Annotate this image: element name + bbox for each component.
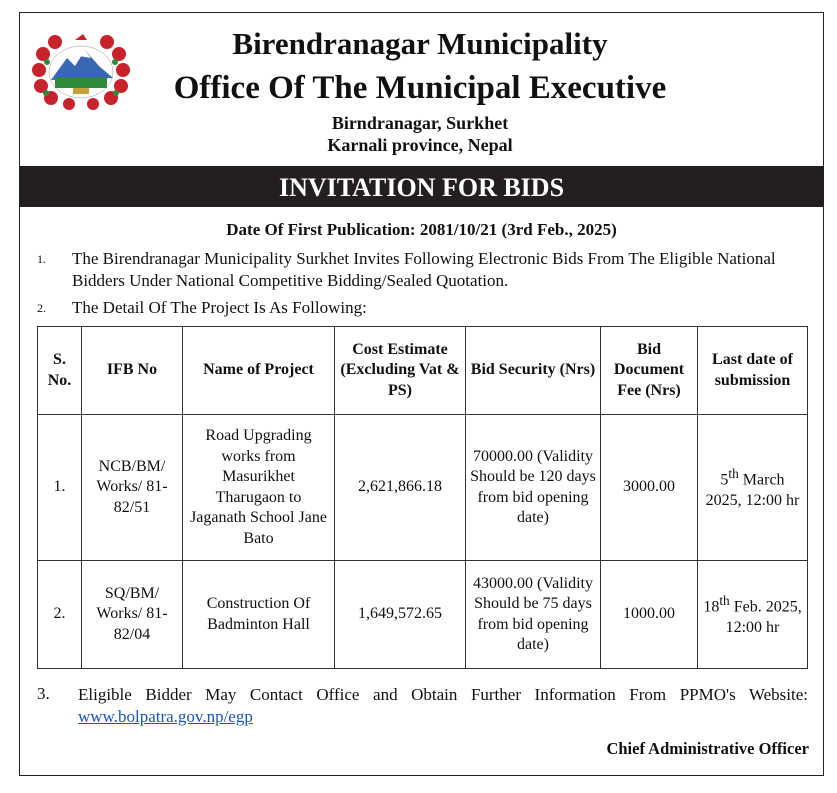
office-title: Office Of The Municipal Executive xyxy=(173,70,667,106)
item-number: 2. xyxy=(37,301,46,315)
item-text: The Detail Of The Project Is As Following: xyxy=(72,298,367,317)
deadline-suffix: th xyxy=(719,592,730,608)
cell-deadline xyxy=(698,561,808,669)
column-header-deadline: Last date of submission xyxy=(698,327,808,415)
cell-project: Construction Of Badminton Hall xyxy=(183,561,335,669)
item-number: 3. xyxy=(37,684,50,703)
cell-cost: 2,621,866.18 xyxy=(335,415,466,561)
column-header-fee: Bid Document Fee (Nrs) xyxy=(601,327,698,415)
bids-table xyxy=(37,326,808,669)
column-header-sno: S. No. xyxy=(38,327,82,415)
item-text: The Birendranagar Municipality Surkhet Invites Following Electronic Bids From The Eligible National Bidders Under National Competitive Bidding/Sealed Quotation. xyxy=(72,249,776,290)
deadline-rest: March 2025, 12:00 hr xyxy=(705,471,800,509)
cell-fee: 3000.00 xyxy=(601,415,698,561)
cell-security: 43000.00 (Validity Should be 75 days from bid opening date) xyxy=(466,561,601,669)
deadline-day: 18 xyxy=(703,598,720,616)
table-row xyxy=(38,415,808,561)
municipality-title: Birendranagar Municipality xyxy=(232,26,608,61)
cell-sno: 1. xyxy=(38,415,82,561)
column-header-project: Name of Project xyxy=(183,327,335,415)
cell-cost: 1,649,572.65 xyxy=(335,561,466,669)
address-line-1: Birndranagar, Surkhet xyxy=(331,113,509,133)
nepal-emblem-logo xyxy=(29,30,133,112)
cell-sno: 2. xyxy=(38,561,82,669)
bolpatra-link[interactable]: www.bolpatra.gov.np/egp xyxy=(78,707,253,726)
table-row xyxy=(38,561,808,669)
invitation-banner: INVITATION FOR BIDS xyxy=(20,166,823,207)
deadline-day: 5 xyxy=(720,471,729,489)
cell-fee: 1000.00 xyxy=(601,561,698,669)
column-header-security: Bid Security (Nrs) xyxy=(466,327,601,415)
cell-ifb: NCB/BM/ Works/ 81-82/51 xyxy=(82,415,183,561)
cell-ifb: SQ/BM/ Works/ 81-82/04 xyxy=(82,561,183,669)
contact-info xyxy=(78,684,808,728)
deadline-suffix: th xyxy=(728,465,739,481)
contact-text: Eligible Bidder May Contact Office and Obtain Further Information From PPMO's Website: xyxy=(78,685,808,704)
column-header-ifb: IFB No xyxy=(82,327,183,415)
signatory-title: Chief Administrative Officer xyxy=(606,739,809,758)
cell-deadline xyxy=(698,415,808,561)
table-header-row xyxy=(38,327,808,415)
cell-security: 70000.00 (Validity Should be 120 days from bid opening date) xyxy=(466,415,601,561)
address-line-2: Karnali province, Nepal xyxy=(327,135,513,155)
deadline-rest: Feb. 2025, 12:00 hr xyxy=(725,598,802,636)
column-header-cost: Cost Estimate (Excluding Vat & PS) xyxy=(335,327,466,415)
cell-project: Road Upgrading works from Masurikhet Tharugaon to Jaganath School Jane Bato xyxy=(183,415,335,561)
publication-date: Date Of First Publication: 2081/10/21 (3rd Feb., 2025) xyxy=(226,220,617,239)
item-number: 1. xyxy=(37,252,46,266)
